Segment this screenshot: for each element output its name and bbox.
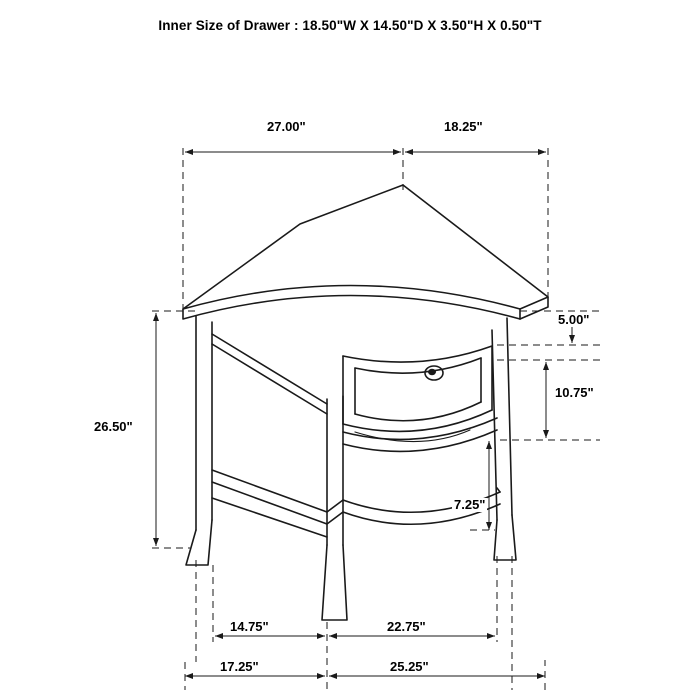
drawer-inset-bottom — [355, 402, 481, 421]
dim-label-drawer-height: 5.00" — [558, 312, 590, 327]
dim-label-top-left-width: 27.00" — [267, 119, 306, 134]
dim-label-base-right-front: 22.75" — [387, 619, 426, 634]
right-rear-foot — [494, 515, 516, 560]
dim-label-shelf-gap-height: 10.75" — [555, 385, 594, 400]
lower-shelf-left-return — [327, 500, 343, 512]
drawer-top-edge — [343, 346, 492, 362]
table-top-edge — [183, 296, 520, 320]
front-apron-bottom — [343, 430, 497, 451]
left-side-shelf-rail — [212, 470, 327, 512]
drawer-knob-center-icon — [428, 369, 436, 375]
lower-shelf-left-return-lower — [327, 512, 343, 524]
page-title: Inner Size of Drawer : 18.50"W X 14.50"D X 3.50"H X 0.50"T — [158, 18, 542, 33]
dim-label-footprint-right: 25.25" — [390, 659, 429, 674]
left-side-top-rail-lower — [212, 344, 327, 414]
lower-shelf-right-return — [497, 488, 500, 492]
nightstand-outline — [183, 185, 548, 620]
dim-label-lower-shelf-rise: 7.25" — [454, 497, 486, 512]
left-side-top-rail — [212, 334, 327, 404]
table-top-surface — [183, 185, 548, 309]
dim-label-base-left-front: 14.75" — [230, 619, 269, 634]
left-front-foot — [186, 520, 212, 565]
center-front-foot — [322, 545, 347, 620]
right-rear-leg-outer — [507, 318, 512, 515]
dim-label-top-right-depth: 18.25" — [444, 119, 483, 134]
dim-label-footprint-left: 17.25" — [220, 659, 259, 674]
dim-label-overall-height: 26.50" — [94, 419, 133, 434]
